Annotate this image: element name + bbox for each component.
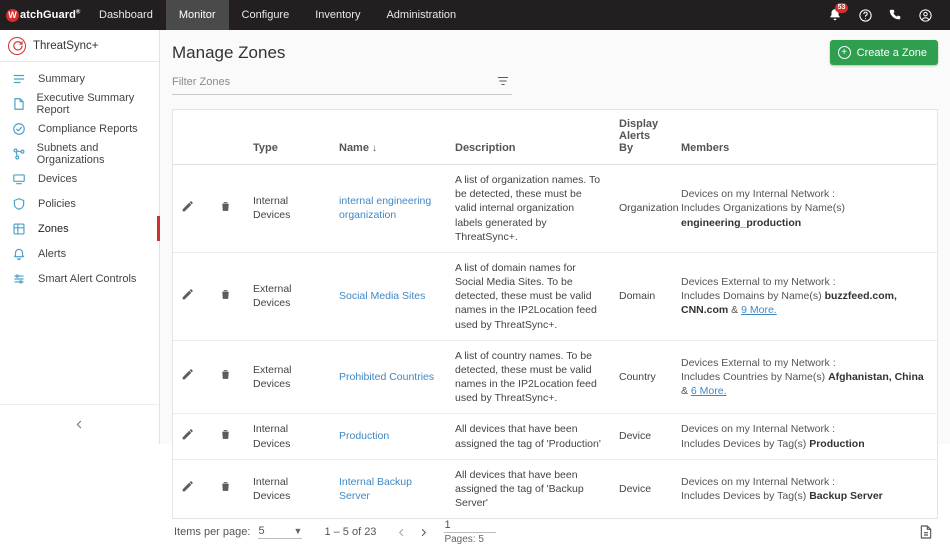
zone-description: All devices that have been assigned the tag of 'Production' xyxy=(447,414,611,459)
column-header-members[interactable]: Members xyxy=(673,110,937,165)
delete-cell xyxy=(211,165,245,253)
zone-type: Internal Devices xyxy=(253,475,291,502)
members-detail xyxy=(681,370,929,398)
topnav-item-administration[interactable]: Administration xyxy=(386,9,457,21)
delete-cell xyxy=(211,252,245,340)
help-icon[interactable] xyxy=(850,0,880,30)
column-header-description[interactable]: Description xyxy=(447,110,611,165)
sidebar-item-label: Smart Alert Controls xyxy=(38,272,137,285)
sidebar-item-policies[interactable] xyxy=(0,191,159,216)
sidebar-item-zones[interactable] xyxy=(0,216,159,241)
zone-name-link[interactable]: Social Media Sites xyxy=(339,290,426,303)
zone-members xyxy=(673,459,937,518)
sidebar-item-label: Zones xyxy=(38,222,69,235)
filter-zones-input[interactable] xyxy=(172,73,496,91)
zone-type: External Devices xyxy=(245,252,331,340)
members-values: Afghanistan, China xyxy=(828,370,924,383)
members-more-link[interactable]: 9 More. xyxy=(741,304,777,317)
edit-pencil-icon[interactable] xyxy=(181,288,194,301)
logo-mark-icon: W xyxy=(6,9,19,22)
policy-icon xyxy=(12,197,30,211)
zones-icon xyxy=(12,222,30,236)
zone-name-cell xyxy=(331,252,447,340)
column-header-edit xyxy=(173,110,211,165)
create-a-zone-button[interactable] xyxy=(830,40,938,65)
next-page-button[interactable] xyxy=(412,521,434,543)
sidebar-item-compliance-reports[interactable] xyxy=(0,116,159,141)
members-prefix: Includes Organizations by Name(s) xyxy=(681,202,845,215)
sidebar-item-devices[interactable] xyxy=(0,166,159,191)
members-more-link[interactable]: 6 More. xyxy=(690,385,727,398)
threatsync-icon xyxy=(8,37,26,55)
members-scope: Devices on my Internal Network : xyxy=(681,423,836,436)
members-detail xyxy=(681,289,929,317)
zone-name-link[interactable]: Internal Backup Server xyxy=(339,475,412,502)
edit-pencil-icon[interactable] xyxy=(181,368,194,381)
delete-trash-icon[interactable] xyxy=(219,368,232,381)
zone-name-cell xyxy=(331,340,447,414)
zone-members xyxy=(673,340,937,414)
table-row xyxy=(173,165,937,253)
product-selector[interactable] xyxy=(0,30,159,62)
table-paginator xyxy=(172,519,938,545)
compliance-icon xyxy=(12,122,30,136)
zone-name-cell xyxy=(331,459,447,518)
items-per-page-label: Items per page: xyxy=(174,526,251,539)
delete-trash-icon[interactable] xyxy=(219,288,232,301)
column-header-name-label: Name xyxy=(339,142,369,154)
logo-trademark: ® xyxy=(75,9,81,16)
zone-display-alerts-by: Device xyxy=(611,414,673,459)
column-header-type[interactable]: Type xyxy=(245,110,331,165)
delete-trash-icon[interactable] xyxy=(219,480,232,493)
sidebar-item-label: Compliance Reports xyxy=(38,122,138,135)
table-head xyxy=(173,110,937,165)
export-report-icon[interactable] xyxy=(918,524,936,540)
device-icon xyxy=(12,172,30,186)
sidebar-item-subnets-and-organizations[interactable] xyxy=(0,141,159,166)
plus-icon: + xyxy=(838,46,851,59)
zones-table-card xyxy=(172,109,938,519)
column-header-delete xyxy=(211,110,245,165)
zone-display-alerts-by: Domain xyxy=(611,252,673,340)
list-summary-icon xyxy=(12,72,30,86)
sidebar-item-summary[interactable] xyxy=(0,66,159,91)
topnav-item-monitor[interactable]: Monitor xyxy=(166,0,229,30)
edit-pencil-icon[interactable] xyxy=(181,428,194,441)
delete-cell xyxy=(211,340,245,414)
notifications-button[interactable] xyxy=(820,0,850,30)
zone-name-cell xyxy=(331,414,447,459)
topbar-actions xyxy=(820,0,950,30)
sidebar-footer xyxy=(0,404,159,444)
notification-badge: 53 xyxy=(835,3,848,13)
zone-type: Internal Devices xyxy=(245,165,331,253)
sidebar-item-label: Executive Summary Report xyxy=(36,91,135,116)
zone-type: External Devices xyxy=(245,340,331,414)
range-label: 1 – 5 of 23 xyxy=(324,526,377,539)
zone-name-link[interactable]: Prohibited Countries xyxy=(339,370,435,383)
top-navigation-bar xyxy=(0,0,950,30)
sidebar-nav xyxy=(0,62,159,404)
members-prefix: Includes Countries by Name(s) xyxy=(681,370,829,383)
sidebar-item-label: Alerts xyxy=(38,247,67,260)
delete-cell xyxy=(211,414,245,459)
network-nodes-icon xyxy=(12,147,29,161)
zone-description: A list of domain names for Social Media Sites. To be detected, these must be valid names in the IP2Location feed used by ThreatSync+. xyxy=(447,252,611,340)
members-scope: Devices on my Internal Network : xyxy=(681,475,836,488)
main-content xyxy=(160,30,950,545)
zones-table xyxy=(173,110,937,518)
create-a-zone-label: Create a Zone xyxy=(856,46,927,59)
sidebar-item-smart-alert-controls[interactable] xyxy=(0,266,159,291)
sidebar-item-executive-summary-report[interactable] xyxy=(0,91,159,116)
table-header-row xyxy=(173,110,937,165)
topnav-item-dashboard[interactable]: Dashboard xyxy=(99,9,153,21)
report-icon xyxy=(12,97,28,111)
column-header-display-alerts-by[interactable]: Display Alerts By xyxy=(611,110,673,165)
members-values: buzzfeed.com, CNN.com xyxy=(681,290,897,317)
zone-members xyxy=(673,252,937,340)
members-values: engineering_production xyxy=(681,216,802,229)
delete-trash-icon[interactable] xyxy=(219,428,232,441)
members-suffix: & xyxy=(728,304,742,317)
zone-members xyxy=(673,165,937,253)
previous-page-button[interactable] xyxy=(390,521,412,543)
account-icon[interactable] xyxy=(910,0,940,30)
page-number-value: 1 xyxy=(444,519,496,533)
sidebar-item-label: Devices xyxy=(38,172,78,185)
edit-cell xyxy=(173,340,211,414)
members-values: Production xyxy=(809,437,865,450)
delete-trash-icon[interactable] xyxy=(219,200,232,213)
members-detail xyxy=(681,201,929,229)
filter-zones-row xyxy=(172,73,512,95)
zone-members xyxy=(673,414,937,459)
total-pages-label: Pages: 5 xyxy=(444,534,484,545)
sidebar xyxy=(0,30,160,444)
column-header-name[interactable] xyxy=(331,110,447,165)
zone-name-cell xyxy=(331,165,447,253)
topnav-item-configure[interactable]: Configure xyxy=(241,9,290,21)
members-prefix: Includes Domains by Name(s) xyxy=(681,290,825,303)
zone-description: A list of country names. To be detected, these must be valid names in the IP2Location feed used by ThreatSync+. xyxy=(447,340,611,414)
zone-display-alerts-by: Country xyxy=(611,340,673,414)
zone-description: A list of organization names. To be detected, these must be valid internal organization labels generated by ThreatSync+. xyxy=(447,165,611,253)
sidebar-item-label: Subnets and Organizations xyxy=(36,141,105,166)
items-per-page-value: 5 xyxy=(258,525,265,538)
zone-name-link[interactable]: internal engineering organization xyxy=(339,195,432,222)
edit-cell xyxy=(173,459,211,518)
members-scope: Devices External to my Network : xyxy=(681,356,836,369)
edit-pencil-icon[interactable] xyxy=(181,480,194,493)
sidebar-item-label: Policies xyxy=(38,197,76,210)
topnav-item-inventory[interactable]: Inventory xyxy=(315,9,361,21)
members-scope: Devices on my Internal Network : xyxy=(681,188,836,201)
top-nav-items xyxy=(86,0,469,30)
table-row xyxy=(173,340,937,414)
zone-name-link[interactable]: Production xyxy=(339,430,390,443)
smart-alert-icon xyxy=(12,272,30,286)
sort-descending-icon: ↓ xyxy=(372,143,378,154)
support-phone-icon[interactable] xyxy=(880,0,910,30)
page-number-field[interactable] xyxy=(444,519,496,545)
zone-description: All devices that have been assigned the tag of 'Backup Server' xyxy=(455,468,584,510)
edit-cell xyxy=(173,414,211,459)
table-row xyxy=(173,252,937,340)
zone-display-alerts-by: Device xyxy=(619,482,652,495)
page-header xyxy=(172,30,938,73)
edit-cell xyxy=(173,252,211,340)
filter-icon[interactable] xyxy=(496,74,512,91)
alert-bell-icon xyxy=(12,247,30,261)
watchguard-logo[interactable] xyxy=(0,9,86,22)
product-name: ThreatSync+ xyxy=(33,39,99,52)
edit-pencil-icon[interactable] xyxy=(181,200,194,213)
zone-display-alerts-by: Organization xyxy=(611,165,673,253)
table-row xyxy=(173,459,937,518)
sidebar-item-alerts[interactable] xyxy=(0,241,159,266)
chevron-down-icon: ▼ xyxy=(293,526,303,537)
members-suffix: & xyxy=(681,385,691,398)
members-detail xyxy=(681,489,929,503)
zone-type: Internal Devices xyxy=(245,414,331,459)
members-detail xyxy=(681,437,929,451)
app-body xyxy=(0,30,950,545)
members-scope: Devices External to my Network : xyxy=(681,276,836,289)
delete-cell xyxy=(211,459,245,518)
members-values: Backup Server xyxy=(809,490,883,502)
page-title: Manage Zones xyxy=(172,42,286,62)
members-prefix: Includes Devices by Tag(s) xyxy=(681,437,810,450)
table-body xyxy=(173,165,937,519)
sidebar-collapse-button[interactable] xyxy=(67,412,93,438)
sidebar-item-label: Summary xyxy=(38,72,86,85)
items-per-page-select[interactable] xyxy=(258,525,302,539)
edit-cell xyxy=(173,165,211,253)
logo-text: atchGuard® xyxy=(20,9,81,21)
members-prefix: Includes Devices by Tag(s) xyxy=(681,490,810,502)
table-row xyxy=(173,414,937,459)
